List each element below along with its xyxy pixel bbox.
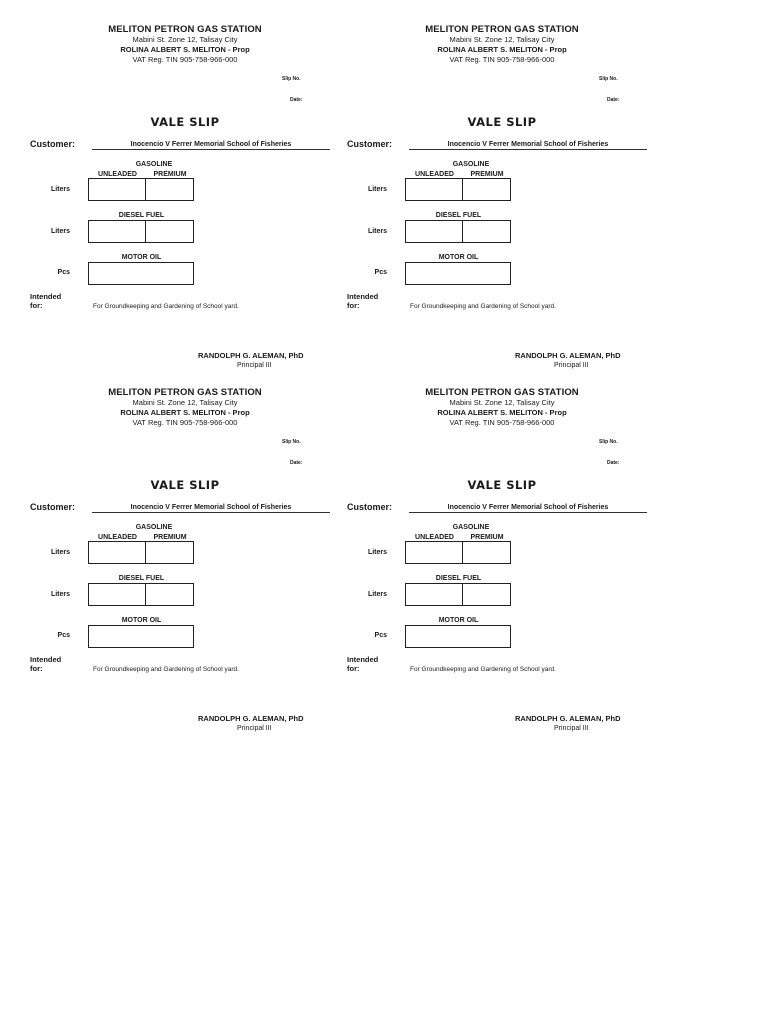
motor-oil-pcs-box[interactable] bbox=[405, 262, 511, 285]
liters-label-diesel: Liters bbox=[367, 591, 387, 598]
intended-label: Intended for: bbox=[347, 655, 379, 673]
gasoline-label: GASOLINE bbox=[135, 524, 173, 531]
station-proprietor: ROLINA ALBERT S. MELITON - Prop bbox=[120, 45, 250, 54]
diesel-label: DIESEL FUEL bbox=[435, 575, 482, 582]
station-proprietor: ROLINA ALBERT S. MELITON - Prop bbox=[120, 408, 250, 417]
signatory-title: Principal III bbox=[237, 362, 272, 369]
customer-label: Customer: bbox=[30, 502, 76, 512]
station-address: Mabini St. Zone 12, Talisay City bbox=[449, 398, 555, 407]
slip-title: VALE SLIP bbox=[150, 478, 220, 492]
diesel-liters-box-b[interactable] bbox=[462, 220, 511, 243]
gasoline-label: GASOLINE bbox=[452, 161, 490, 168]
date-label: Date: bbox=[290, 460, 303, 466]
vat-number: VAT Reg. TIN 905-758-966-000 bbox=[132, 55, 238, 64]
signatory-title: Principal III bbox=[237, 725, 272, 732]
unleaded-liters-box[interactable] bbox=[88, 178, 146, 201]
station-address: Mabini St. Zone 12, Talisay City bbox=[449, 35, 555, 44]
slip-no-label: Slip No. bbox=[599, 439, 618, 445]
liters-label-diesel: Liters bbox=[367, 228, 387, 235]
pcs-label: Pcs bbox=[57, 632, 70, 639]
unleaded-label: UNLEADED bbox=[415, 534, 454, 541]
vale-slip-2 bbox=[347, 24, 677, 384]
pcs-label: Pcs bbox=[374, 632, 387, 639]
premium-liters-box[interactable] bbox=[145, 541, 194, 564]
intended-value: For Groundkeeping and Gardening of School yard. bbox=[410, 666, 556, 673]
slip-title: VALE SLIP bbox=[467, 115, 537, 129]
slip-no-label: Slip No. bbox=[599, 76, 618, 82]
premium-label: PREMIUM bbox=[470, 534, 504, 541]
pcs-label: Pcs bbox=[374, 269, 387, 276]
vale-slip-3 bbox=[30, 387, 360, 747]
diesel-liters-box-a[interactable] bbox=[88, 583, 146, 606]
signatory-name: RANDOLPH G. ALEMAN, PhD bbox=[198, 714, 304, 723]
signatory-name: RANDOLPH G. ALEMAN, PhD bbox=[198, 351, 304, 360]
intended-value: For Groundkeeping and Gardening of School yard. bbox=[410, 303, 556, 310]
unleaded-liters-box[interactable] bbox=[405, 541, 463, 564]
unleaded-label: UNLEADED bbox=[98, 534, 137, 541]
station-name: MELITON PETRON GAS STATION bbox=[425, 387, 579, 398]
unleaded-label: UNLEADED bbox=[415, 171, 454, 178]
liters-label-gasoline: Liters bbox=[367, 549, 387, 556]
slip-title: VALE SLIP bbox=[467, 478, 537, 492]
signatory-title: Principal III bbox=[554, 362, 589, 369]
station-address: Mabini St. Zone 12, Talisay City bbox=[132, 398, 238, 407]
vat-number: VAT Reg. TIN 905-758-966-000 bbox=[449, 55, 555, 64]
diesel-liters-box-b[interactable] bbox=[145, 220, 194, 243]
motor-oil-pcs-box[interactable] bbox=[88, 625, 194, 648]
signatory-title: Principal III bbox=[554, 725, 589, 732]
motor-oil-pcs-box[interactable] bbox=[88, 262, 194, 285]
motor-oil-pcs-box[interactable] bbox=[405, 625, 511, 648]
date-label: Date: bbox=[607, 460, 620, 466]
date-label: Date: bbox=[290, 97, 303, 103]
premium-label: PREMIUM bbox=[153, 534, 187, 541]
unleaded-label: UNLEADED bbox=[98, 171, 137, 178]
premium-label: PREMIUM bbox=[153, 171, 187, 178]
customer-label: Customer: bbox=[30, 139, 76, 149]
customer-value: Inocencio V Ferrer Memorial School of Fisheries bbox=[409, 141, 647, 150]
vale-slip-4 bbox=[347, 387, 677, 747]
diesel-liters-box-b[interactable] bbox=[145, 583, 194, 606]
station-proprietor: ROLINA ALBERT S. MELITON - Prop bbox=[437, 408, 567, 417]
motor-oil-label: MOTOR OIL bbox=[121, 254, 162, 261]
diesel-label: DIESEL FUEL bbox=[118, 575, 165, 582]
vat-number: VAT Reg. TIN 905-758-966-000 bbox=[449, 418, 555, 427]
diesel-liters-box-a[interactable] bbox=[88, 220, 146, 243]
customer-value: Inocencio V Ferrer Memorial School of Fisheries bbox=[92, 504, 330, 513]
motor-oil-label: MOTOR OIL bbox=[438, 254, 479, 261]
premium-label: PREMIUM bbox=[470, 171, 504, 178]
liters-label-gasoline: Liters bbox=[50, 549, 70, 556]
intended-value: For Groundkeeping and Gardening of School yard. bbox=[93, 303, 239, 310]
vale-slip-1 bbox=[30, 24, 360, 384]
motor-oil-label: MOTOR OIL bbox=[121, 617, 162, 624]
liters-label-gasoline: Liters bbox=[367, 186, 387, 193]
station-name: MELITON PETRON GAS STATION bbox=[425, 24, 579, 35]
signatory-name: RANDOLPH G. ALEMAN, PhD bbox=[515, 714, 621, 723]
station-address: Mabini St. Zone 12, Talisay City bbox=[132, 35, 238, 44]
premium-liters-box[interactable] bbox=[462, 178, 511, 201]
pcs-label: Pcs bbox=[57, 269, 70, 276]
gasoline-label: GASOLINE bbox=[135, 161, 173, 168]
intended-label: Intended for: bbox=[30, 292, 62, 310]
diesel-liters-box-a[interactable] bbox=[405, 220, 463, 243]
unleaded-liters-box[interactable] bbox=[88, 541, 146, 564]
diesel-label: DIESEL FUEL bbox=[435, 212, 482, 219]
intended-value: For Groundkeeping and Gardening of School yard. bbox=[93, 666, 239, 673]
premium-liters-box[interactable] bbox=[145, 178, 194, 201]
customer-value: Inocencio V Ferrer Memorial School of Fisheries bbox=[409, 504, 647, 513]
date-label: Date: bbox=[607, 97, 620, 103]
vat-number: VAT Reg. TIN 905-758-966-000 bbox=[132, 418, 238, 427]
station-proprietor: ROLINA ALBERT S. MELITON - Prop bbox=[437, 45, 567, 54]
motor-oil-label: MOTOR OIL bbox=[438, 617, 479, 624]
signatory-name: RANDOLPH G. ALEMAN, PhD bbox=[515, 351, 621, 360]
liters-label-gasoline: Liters bbox=[50, 186, 70, 193]
slip-no-label: Slip No. bbox=[282, 76, 301, 82]
intended-label: Intended for: bbox=[30, 655, 62, 673]
customer-label: Customer: bbox=[347, 502, 393, 512]
intended-label: Intended for: bbox=[347, 292, 379, 310]
station-name: MELITON PETRON GAS STATION bbox=[108, 387, 262, 398]
gasoline-label: GASOLINE bbox=[452, 524, 490, 531]
customer-label: Customer: bbox=[347, 139, 393, 149]
slip-title: VALE SLIP bbox=[150, 115, 220, 129]
diesel-liters-box-a[interactable] bbox=[405, 583, 463, 606]
station-name: MELITON PETRON GAS STATION bbox=[108, 24, 262, 35]
liters-label-diesel: Liters bbox=[50, 591, 70, 598]
unleaded-liters-box[interactable] bbox=[405, 178, 463, 201]
diesel-label: DIESEL FUEL bbox=[118, 212, 165, 219]
customer-value: Inocencio V Ferrer Memorial School of Fisheries bbox=[92, 141, 330, 150]
premium-liters-box[interactable] bbox=[462, 541, 511, 564]
slip-no-label: Slip No. bbox=[282, 439, 301, 445]
liters-label-diesel: Liters bbox=[50, 228, 70, 235]
diesel-liters-box-b[interactable] bbox=[462, 583, 511, 606]
